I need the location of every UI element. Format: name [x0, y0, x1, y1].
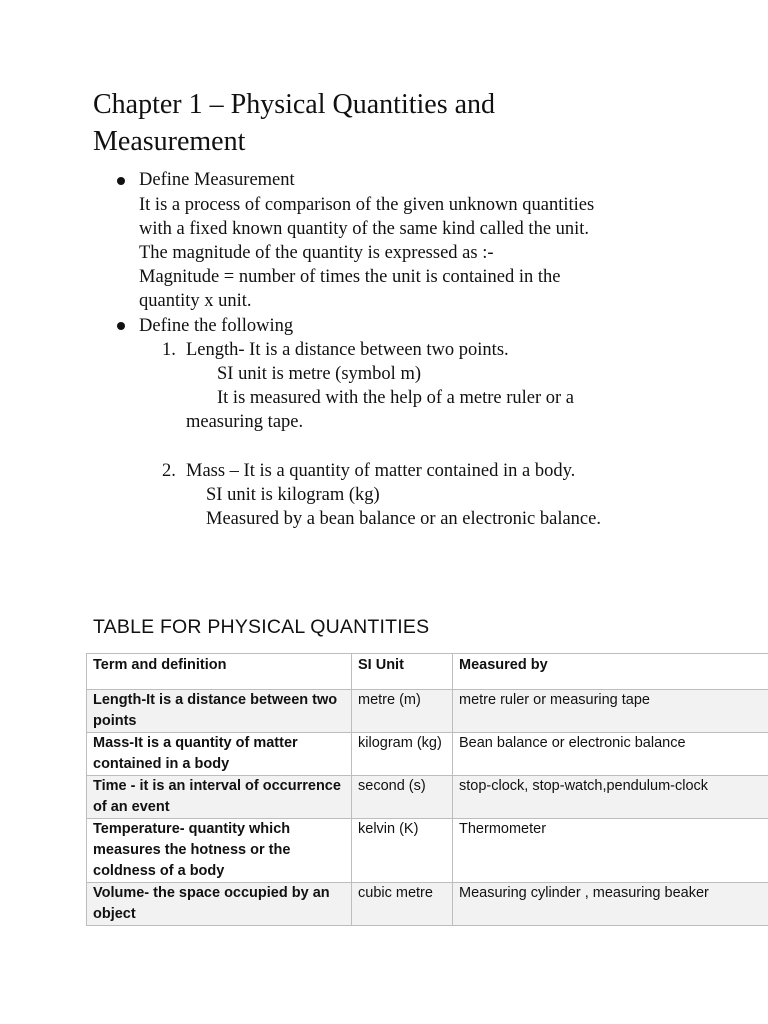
paragraph-line: quantity x unit. — [139, 291, 252, 311]
table-row — [87, 819, 768, 883]
physical-quantities-table — [86, 653, 768, 926]
paragraph-line: SI unit is metre (symbol m) — [217, 364, 421, 384]
list-item: Length- It is a distance between two points. — [186, 340, 509, 360]
table-cell-unit: kelvin (K) — [352, 819, 453, 883]
section-heading: Define Measurement — [139, 170, 295, 190]
table-cell-measured: metre ruler or measuring tape — [453, 690, 768, 733]
table-row — [87, 690, 768, 733]
table-header-cell: Measured by — [453, 654, 768, 690]
paragraph-line: The magnitude of the quantity is expressed as :- — [139, 243, 494, 263]
table-cell-unit: kilogram (kg) — [352, 733, 453, 776]
bullet-icon — [117, 177, 125, 185]
table-header-cell: SI Unit — [352, 654, 453, 690]
table-row — [87, 733, 768, 776]
table-cell-term: Temperature- quantity which measures the hotness or the coldness of a body — [87, 819, 352, 883]
table-cell-measured: stop-clock, stop-watch,pendulum-clock — [453, 776, 768, 819]
table-cell-measured: Measuring cylinder , measuring beaker — [453, 883, 768, 926]
table-header-row — [87, 654, 768, 690]
bullet-icon — [117, 322, 125, 330]
paragraph-line: It is measured with the help of a metre ruler or a — [217, 388, 575, 408]
list-number: 1. — [162, 340, 176, 360]
table-cell-unit: cubic metre — [352, 883, 453, 926]
table-header-cell: Term and definition — [87, 654, 352, 690]
table-cell-term: Mass-It is a quantity of matter contained in a body — [87, 733, 352, 776]
table-row — [87, 883, 768, 926]
list-number: 2. — [162, 461, 176, 481]
section-heading: Define the following — [139, 316, 294, 336]
table-row — [87, 776, 768, 819]
table-cell-term: Length-It is a distance between two points — [87, 690, 352, 733]
paragraph-line: Measured by a bean balance or an electronic balance. — [206, 509, 601, 529]
paragraph-line: with a fixed known quantity of the same kind called the unit. — [139, 219, 590, 239]
table-cell-unit: second (s) — [352, 776, 453, 819]
paragraph-line: SI unit is kilogram (kg) — [206, 485, 380, 505]
table-cell-term: Volume- the space occupied by an object — [87, 883, 352, 926]
page-title: Chapter 1 – Physical Quantities and Measurement — [93, 89, 496, 157]
paragraph-line: Magnitude = number of times the unit is contained in the — [139, 267, 561, 287]
paragraph-line: measuring tape. — [186, 412, 304, 432]
table-title: TABLE FOR PHYSICAL QUANTITIES — [93, 616, 430, 638]
paragraph-line: It is a process of comparison of the given unknown quantities — [139, 195, 595, 215]
table-cell-unit: metre (m) — [352, 690, 453, 733]
table-cell-measured: Thermometer — [453, 819, 768, 883]
table-cell-measured: Bean balance or electronic balance — [453, 733, 768, 776]
table-cell-term: Time - it is an interval of occurrence of an event — [87, 776, 352, 819]
list-item: Mass – It is a quantity of matter contained in a body. — [186, 461, 576, 481]
